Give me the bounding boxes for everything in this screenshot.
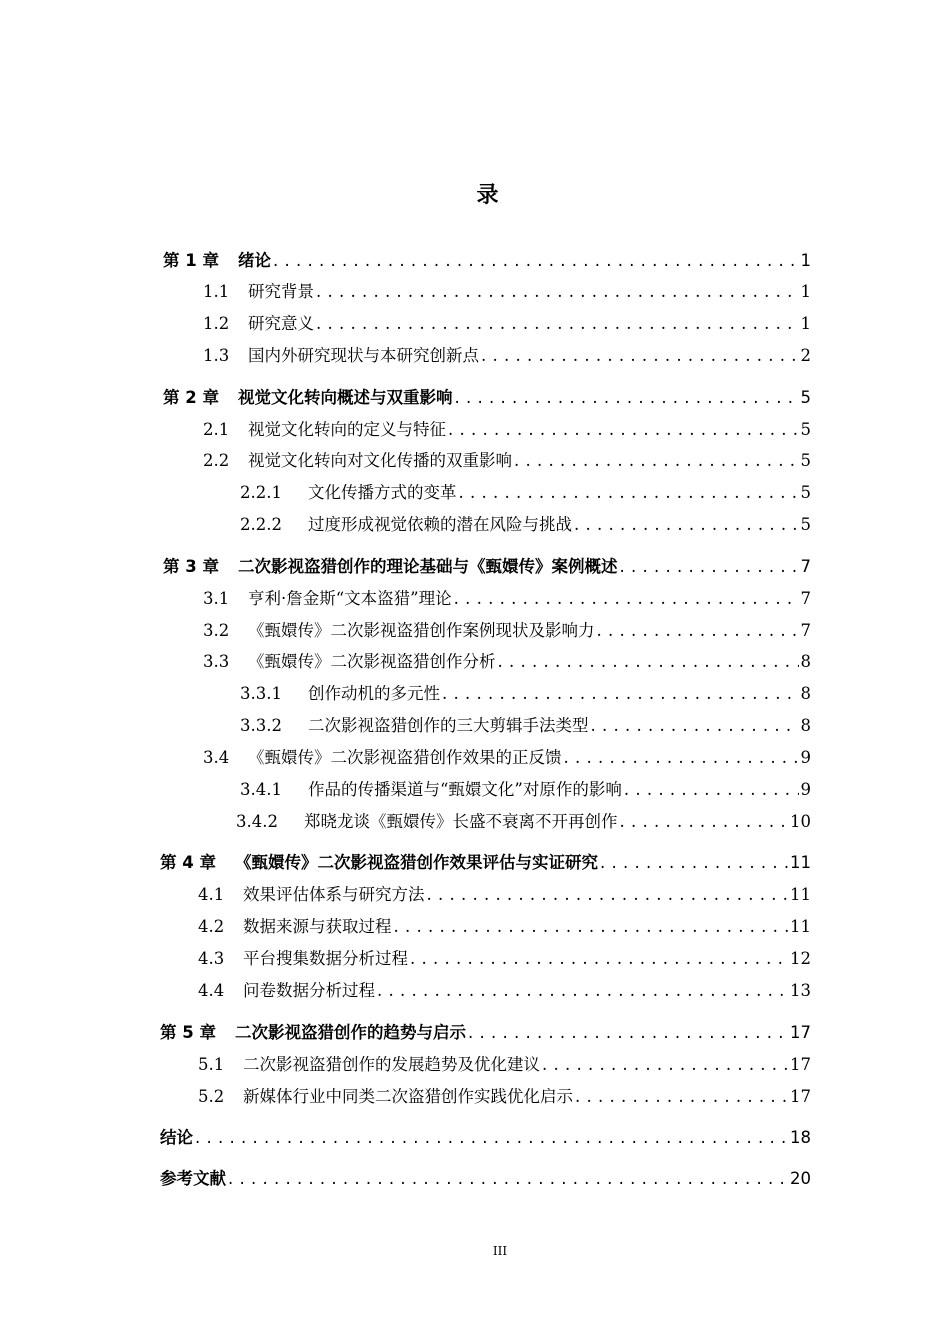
entry-number: 5.2 <box>198 1087 225 1106</box>
entry-page: 5 <box>800 515 811 534</box>
toc-entry[interactable] <box>203 280 811 304</box>
entry-title: 视觉文化转向对文化传播的双重影响 <box>248 451 512 470</box>
entry-title: 《甄嬛传》二次影视盗猎创作效果的正反馈 <box>248 748 562 767</box>
dot-leader <box>228 1167 788 1191</box>
entry-title: 《甄嬛传》二次影视盗猎创作效果评估与实证研究 <box>235 853 598 872</box>
dot-leader <box>410 947 788 971</box>
dot-leader <box>564 746 799 770</box>
entry-number: 1.1 <box>203 282 230 301</box>
entry-page: 12 <box>790 949 811 968</box>
entry-title: 过度形成视觉依赖的潜在风险与挑战 <box>308 515 572 534</box>
entry-number: 3.4 <box>203 748 230 767</box>
toc-entry[interactable] <box>163 386 811 410</box>
entry-title: 创作动机的多元性 <box>308 684 440 703</box>
entry-page: 11 <box>790 917 811 936</box>
toc-entry[interactable] <box>198 883 811 907</box>
entry-number: 3.4.1 <box>240 780 282 799</box>
entry-title: 《甄嬛传》二次影视盗猎创作分析 <box>248 652 496 671</box>
entry-title: 效果评估体系与研究方法 <box>243 885 425 904</box>
entry-page: 5 <box>800 388 811 407</box>
toc-entry[interactable] <box>203 587 811 611</box>
entry-page: 7 <box>800 589 811 608</box>
toc-entry[interactable] <box>203 650 811 674</box>
dot-leader <box>316 280 799 304</box>
dot-leader <box>597 619 799 643</box>
dot-leader <box>316 312 799 336</box>
entry-number: 第 1 章 <box>163 251 219 270</box>
entry-title: 问卷数据分析过程 <box>243 981 375 1000</box>
entry-page: 1 <box>800 282 811 301</box>
dot-leader <box>454 587 799 611</box>
entry-number: 4.3 <box>198 949 225 968</box>
toc-entry[interactable] <box>240 513 811 537</box>
entry-page: 1 <box>800 251 811 270</box>
entry-number: 4.4 <box>198 981 225 1000</box>
toc-entry[interactable] <box>240 481 811 505</box>
entry-title: 平台搜集数据分析过程 <box>243 949 408 968</box>
entry-page: 11 <box>790 885 811 904</box>
entry-title: 研究背景 <box>248 282 314 301</box>
dot-leader <box>394 915 789 939</box>
entry-number: 5.1 <box>198 1055 225 1074</box>
toc-entry[interactable] <box>160 1167 811 1191</box>
entry-title: 二次影视盗猎创作的理论基础与《甄嬛传》案例概述 <box>238 557 618 576</box>
page-number: III <box>492 1244 508 1258</box>
toc-entry[interactable] <box>203 449 811 473</box>
entry-page: 20 <box>790 1169 811 1188</box>
entry-number: 2.1 <box>203 420 230 439</box>
entry-page: 9 <box>800 780 811 799</box>
entry-number: 2.2 <box>203 451 230 470</box>
toc-entry[interactable] <box>160 851 811 875</box>
entry-number: 3.2 <box>203 621 230 640</box>
entry-title: 二次影视盗猎创作的趋势与启示 <box>235 1023 466 1042</box>
dot-leader <box>591 714 799 738</box>
toc-entry[interactable] <box>203 746 811 770</box>
toc-entry[interactable] <box>240 714 811 738</box>
entry-title: 郑晓龙谈《甄嬛传》长盛不衰离不开再创作 <box>304 812 618 831</box>
entry-number: 2.2.1 <box>240 483 282 502</box>
dot-leader <box>624 778 799 802</box>
dot-leader <box>514 449 799 473</box>
entry-number: 第 2 章 <box>163 388 219 407</box>
entry-number: 2.2.2 <box>240 515 282 534</box>
toc-title: 录 <box>476 183 499 208</box>
dot-leader <box>542 1053 788 1077</box>
entry-title: 研究意义 <box>248 314 314 333</box>
toc-entry[interactable] <box>203 344 811 368</box>
entry-number: 第 3 章 <box>163 557 219 576</box>
entry-title: 文化传播方式的变革 <box>308 483 457 502</box>
entry-page: 5 <box>800 420 811 439</box>
dot-leader <box>455 386 799 410</box>
dot-leader <box>195 1126 788 1150</box>
entry-title: 结论 <box>160 1128 193 1147</box>
entry-number: 3.3.1 <box>240 684 282 703</box>
entry-number: 1.3 <box>203 346 230 365</box>
entry-number: 4.2 <box>198 917 225 936</box>
entry-title: 《甄嬛传》二次影视盗猎创作案例现状及影响力 <box>248 621 595 640</box>
toc-entry[interactable] <box>198 979 811 1003</box>
entry-title: 国内外研究现状与本研究创新点 <box>248 346 479 365</box>
entry-page: 17 <box>790 1055 811 1074</box>
dot-leader <box>273 249 799 273</box>
entry-page: 17 <box>790 1023 811 1042</box>
entry-title: 作品的传播渠道与“甄嬛文化”对原作的影响 <box>308 780 622 799</box>
entry-number: 3.4.2 <box>236 812 278 831</box>
entry-title: 绪论 <box>238 251 271 270</box>
dot-leader <box>468 1021 788 1045</box>
dot-leader <box>448 418 799 442</box>
entry-page: 9 <box>800 748 811 767</box>
entry-page: 8 <box>800 684 811 703</box>
entry-number: 4.1 <box>198 885 225 904</box>
entry-page: 10 <box>790 812 811 831</box>
entry-page: 5 <box>800 451 811 470</box>
toc-entry[interactable] <box>240 682 811 706</box>
entry-title: 视觉文化转向概述与双重影响 <box>238 388 453 407</box>
entry-number: 第 5 章 <box>160 1023 216 1042</box>
toc-entry[interactable] <box>203 312 811 336</box>
dot-leader <box>600 851 788 875</box>
dot-leader <box>620 555 799 579</box>
dot-leader <box>575 1085 788 1109</box>
dot-leader <box>459 481 799 505</box>
entry-page: 13 <box>790 981 811 1000</box>
entry-title: 新媒体行业中同类二次盗猎创作实践优化启示 <box>243 1087 573 1106</box>
toc-entry[interactable] <box>160 1126 811 1150</box>
entry-page: 7 <box>800 621 811 640</box>
entry-page: 2 <box>800 346 811 365</box>
toc-entry[interactable] <box>163 555 811 579</box>
entry-page: 8 <box>800 652 811 671</box>
entry-title: 亨利·詹金斯“文本盗猎”理论 <box>248 589 452 608</box>
toc-entry[interactable] <box>236 810 811 834</box>
entry-number: 3.3.2 <box>240 716 282 735</box>
entry-page: 11 <box>790 853 811 872</box>
toc-entry[interactable] <box>163 249 811 273</box>
entry-page: 18 <box>790 1128 811 1147</box>
entry-page: 7 <box>800 557 811 576</box>
entry-number: 3.1 <box>203 589 230 608</box>
toc-entry[interactable] <box>240 778 811 802</box>
toc-entry[interactable] <box>203 418 811 442</box>
toc-entry[interactable] <box>160 1021 811 1045</box>
entry-title: 二次影视盗猎创作的发展趋势及优化建议 <box>243 1055 540 1074</box>
entry-title: 视觉文化转向的定义与特征 <box>248 420 446 439</box>
dot-leader <box>442 682 799 706</box>
dot-leader <box>427 883 789 907</box>
entry-page: 8 <box>800 716 811 735</box>
entry-page: 1 <box>800 314 811 333</box>
dot-leader <box>498 650 799 674</box>
entry-title: 二次影视盗猎创作的三大剪辑手法类型 <box>308 716 589 735</box>
toc-entry[interactable] <box>203 619 811 643</box>
dot-leader <box>620 810 789 834</box>
dot-leader <box>574 513 799 537</box>
entry-number: 3.3 <box>203 652 230 671</box>
entry-page: 17 <box>790 1087 811 1106</box>
entry-number: 1.2 <box>203 314 230 333</box>
entry-page: 5 <box>800 483 811 502</box>
dot-leader <box>377 979 788 1003</box>
toc-entry[interactable] <box>198 915 811 939</box>
entry-title: 参考文献 <box>160 1169 226 1188</box>
entry-number: 第 4 章 <box>160 853 216 872</box>
toc-entry[interactable] <box>198 1085 811 1109</box>
toc-entry[interactable] <box>198 1053 811 1077</box>
entry-title: 数据来源与获取过程 <box>243 917 392 936</box>
toc-entry[interactable] <box>198 947 811 971</box>
dot-leader <box>481 344 799 368</box>
